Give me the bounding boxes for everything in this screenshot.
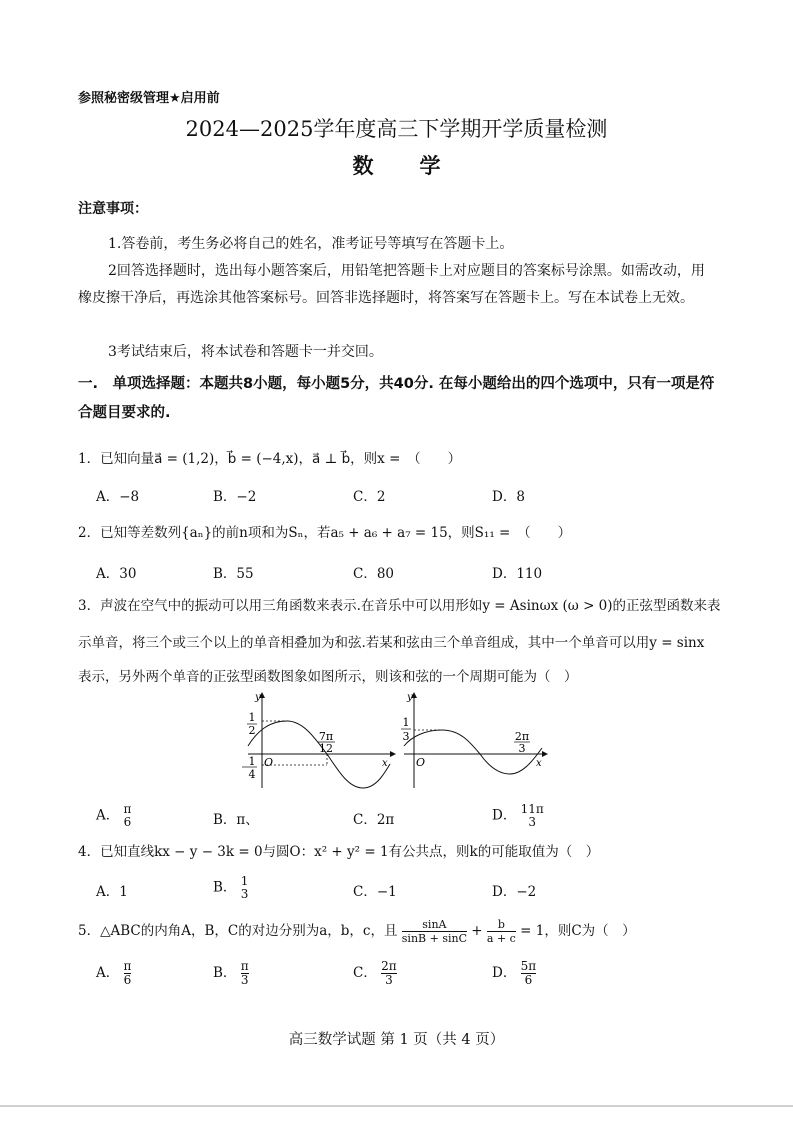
sine-graph-2 (398, 690, 550, 790)
question-3-option-d (492, 803, 544, 829)
bottom-rule (0, 1105, 793, 1107)
option-fraction: $\frac{5\pi}{6}$ (520, 959, 537, 987)
option-letter: A． (96, 965, 120, 981)
graph-1-ybot-num: 1 (248, 755, 256, 768)
option-fraction: π 6 (123, 802, 132, 829)
question-5-stem-post: = 1，则C为（ ） (520, 923, 636, 939)
option-letter: D． (492, 965, 517, 981)
question-5-stem-pre: 5．△ABC的内角A，B，C的对边分别为a，b，c，且 (78, 923, 398, 939)
option-letter: A． (96, 807, 120, 824)
question-2-option-a: A．30 (96, 566, 137, 582)
notice-heading: 注意事项： (78, 201, 148, 217)
notice-item-1: 1.答卷前，考生务必将自己的姓名，准考证号等填写在答题卡上。 (108, 236, 514, 252)
notice-item-2: 2回答选择题时，选出每小题答案后，用铅笔把答题卡上对应题目的答案标号涂黑。如需改动，用橡皮擦干净后，再选涂其他答案标号。回答非选择题时，将答案写在答题卡上。写在本试卷上无效。 (78, 263, 705, 306)
graph-1-xlabel: x (382, 758, 388, 769)
question-5-fraction-2: $\frac{b}{a + c}$ (486, 918, 516, 945)
question-5-option-d (492, 960, 536, 987)
graph-2-x-arrow (542, 751, 548, 757)
question-4-option-a: A．1 (96, 884, 128, 900)
graph-2-xlabel: x (536, 758, 542, 769)
question-3-option-b: B．π、 (213, 812, 259, 828)
question-1-option-c: C．2 (353, 489, 386, 505)
graph-1-origin: O (264, 756, 274, 769)
question-1-option-b: B．−2 (213, 489, 257, 505)
option-letter: B． (213, 965, 237, 981)
graph-2-origin: O (416, 756, 426, 769)
graph-1-x-den: 12 (319, 742, 333, 755)
question-2-option-c: C．80 (353, 566, 395, 582)
question-5-option-c (353, 960, 397, 987)
question-2-stem: 2．已知等差数列{aₙ}的前n项和为Sₙ，若a₅ + a₆ + a₇ = 15，则S₁₁ = （ ） (78, 525, 572, 541)
graph-2-x-num: 2π (514, 730, 530, 743)
option-fraction: $\frac{\pi}{6}$ (123, 959, 132, 987)
graph-1-ytop-den: 2 (248, 724, 256, 737)
graph-2-ytop-num: 1 (402, 716, 410, 729)
question-5-fraction-1: $\frac{\sin A}{\sin B + \sin C}$ (401, 918, 467, 945)
option-fraction: $\frac{\pi}{3}$ (240, 959, 249, 987)
graph-1-x-num: 7π (318, 730, 334, 743)
option-fraction: 1 3 (240, 874, 249, 901)
question-3-stem-line-2: 示单音，将三个或三个以上的单音相叠加为和弦.若某和弦由三个单音组成，其中一个单音可以用y = sinx (78, 635, 705, 651)
option-fraction: 11π 3 (520, 802, 544, 829)
question-2-option-b: B．55 (213, 566, 254, 582)
question-5-stem (78, 918, 636, 945)
page-footer: 高三数学试题 第 1 页（共 4 页） (288, 1032, 505, 1048)
option-fraction: $\frac{2\pi}{3}$ (381, 959, 397, 987)
question-4-option-d: D．−2 (492, 884, 537, 900)
option-letter: D． (492, 807, 517, 824)
graph-1-ylabel: y (255, 692, 261, 703)
subject-title: 数学 (352, 153, 487, 178)
question-3-stem-line-3: 表示，另外两个单音的正弦型函数图象如图所示，则该和弦的一个周期可能为（ ） (78, 669, 578, 685)
section-1-heading: 一. 单项选择题：本题共8小题，每小题5分，共40分. 在每小题给出的四个选项中，只有一项是符合题目要求的. (78, 376, 715, 421)
graph-1-ytop-num: 1 (248, 711, 256, 724)
question-3-option-c: C．2π (353, 812, 395, 828)
question-2-option-d: D．110 (492, 566, 543, 582)
question-5-option-a (96, 960, 131, 987)
notice-item-3: 3考试结束后，将本试卷和答题卡一并交回。 (108, 344, 383, 360)
option-letter: C． (353, 965, 377, 981)
question-4-option-c: C．−1 (353, 884, 397, 900)
graph-2-x-den: 3 (518, 742, 526, 755)
confidential-label: 参照秘密级管理★启用前 (78, 91, 220, 106)
graph-2-ylabel: y (407, 692, 413, 703)
question-3-stem-line-1: 3．声波在空气中的振动可以用三角函数来表示.在音乐中可以用形如y = Asinωx (ω > 0)的正弦型函数来表 (78, 598, 721, 614)
question-4-option-b (213, 875, 248, 901)
option-letter: B． (213, 879, 237, 896)
question-1-option-a: A．−8 (96, 489, 140, 505)
graph-1-x-arrow (390, 751, 396, 757)
question-4-stem: 4．已知直线kx − y − 3k = 0与圆O：x² + y² = 1有公共点，则k的可能取值为（ ） (78, 844, 600, 860)
question-5-option-b (213, 960, 249, 987)
exam-title: 2024—2025学年度高三下学期开学质量检测 (185, 117, 608, 141)
question-1-option-d: D．8 (492, 489, 525, 505)
sine-graph-1 (238, 690, 398, 790)
graph-2-ytop-den: 3 (402, 730, 410, 743)
question-3-option-a (96, 803, 131, 829)
question-5-plus: + (471, 923, 483, 939)
graph-1-ybot-den: 4 (248, 768, 256, 781)
question-1-stem: 1．已知向量a⃗ = (1,2)，b⃗ = (−4,x)，a⃗ ⊥ b⃗，则x = （ ） (78, 451, 462, 467)
